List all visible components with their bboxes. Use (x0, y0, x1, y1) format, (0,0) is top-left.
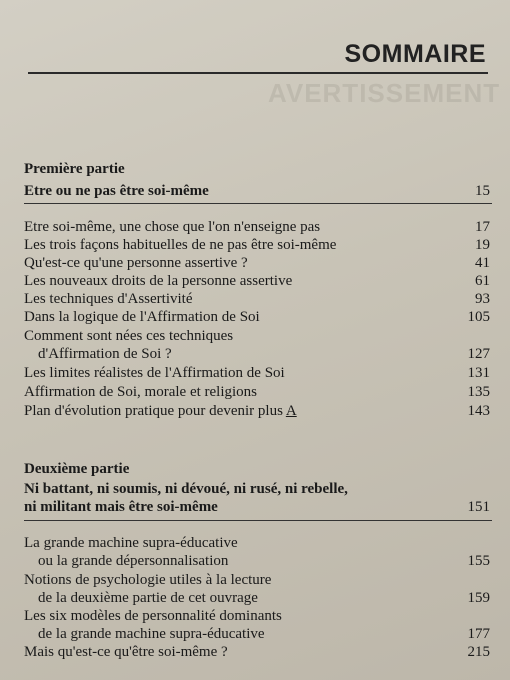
toc-entry-page: 127 (467, 346, 490, 362)
toc-entry-text: Les trois façons habituelles de ne pas être soi-même (24, 237, 337, 253)
toc-entry-text: Affirmation de Soi, morale et religions (24, 384, 258, 400)
part2-heading-page: 151 (467, 499, 490, 515)
toc-entry-text: ou la grande dépersonnalisation (38, 553, 229, 569)
toc-entry-page: 215 (467, 644, 490, 660)
toc-entry-text: Notions de psychologie utiles à la lecture (24, 572, 272, 588)
toc-entry-page: 131 (467, 365, 490, 381)
title-rule (28, 72, 488, 74)
toc-entry-text: de la deuxième partie de cet ouvrage (38, 590, 258, 606)
toc-entry-page: 155 (467, 553, 490, 569)
toc-entry-text: Mais qu'est-ce qu'être soi-même ? (24, 644, 228, 660)
toc-entry-text: Qu'est-ce qu'une personne assertive ? (24, 255, 248, 271)
page-title: SOMMAIRE (344, 40, 486, 68)
toc-entry-page: 159 (467, 590, 490, 606)
bleed-through-text: AVERTISSEMENT (268, 78, 501, 108)
toc-entry-text: Les six modèles de personnalité dominants (24, 608, 282, 624)
toc-entry-text: Les techniques d'Assertivité (24, 291, 193, 307)
toc-entry-text: Comment sont nées ces techniques (24, 328, 234, 344)
toc-entry-text: d'Affirmation de Soi ? (38, 346, 172, 362)
part1-label: Première partie (24, 161, 125, 177)
toc-entry-page: 143 (467, 403, 490, 419)
toc-entry-text: de la grande machine supra-éducative (38, 626, 265, 642)
toc-entry-page: 17 (475, 219, 490, 235)
toc-entry-text: Dans la logique de l'Affirmation de Soi (24, 309, 260, 325)
toc-entry-page: 61 (475, 273, 490, 289)
toc-entry-page: 177 (467, 626, 490, 642)
part1-heading-page: 15 (475, 183, 490, 199)
part2-label: Deuxième partie (24, 461, 130, 477)
part2-rule (24, 520, 492, 521)
part2-heading-text-2: ni militant mais être soi-même (24, 499, 218, 515)
toc-entry-text: Etre soi-même, une chose que l'on n'enseigne pas (24, 219, 321, 235)
toc-entry-suffix: A (285, 403, 297, 419)
toc-entry-page: 93 (475, 291, 490, 307)
toc-entry-page: 19 (475, 237, 490, 253)
toc-entry-text: Les limites réalistes de l'Affirmation de Soi (24, 365, 285, 381)
toc-entry-page: 135 (467, 384, 490, 400)
toc-entry-text: Les nouveaux droits de la personne assertive (24, 273, 293, 289)
toc-entry-page: 41 (475, 255, 490, 271)
toc-entry-page: 105 (467, 309, 490, 325)
part1-heading-text: Etre ou ne pas être soi-même (24, 183, 209, 199)
toc-entry-text: La grande machine supra-éducative (24, 535, 238, 551)
part1-rule (24, 203, 492, 204)
toc-entry-text-main: Plan d'évolution pratique pour devenir plus (24, 403, 283, 419)
toc-entry-text (24, 403, 297, 420)
part2-heading-text-1: Ni battant, ni soumis, ni dévoué, ni rusé, ni rebelle, (24, 481, 348, 497)
